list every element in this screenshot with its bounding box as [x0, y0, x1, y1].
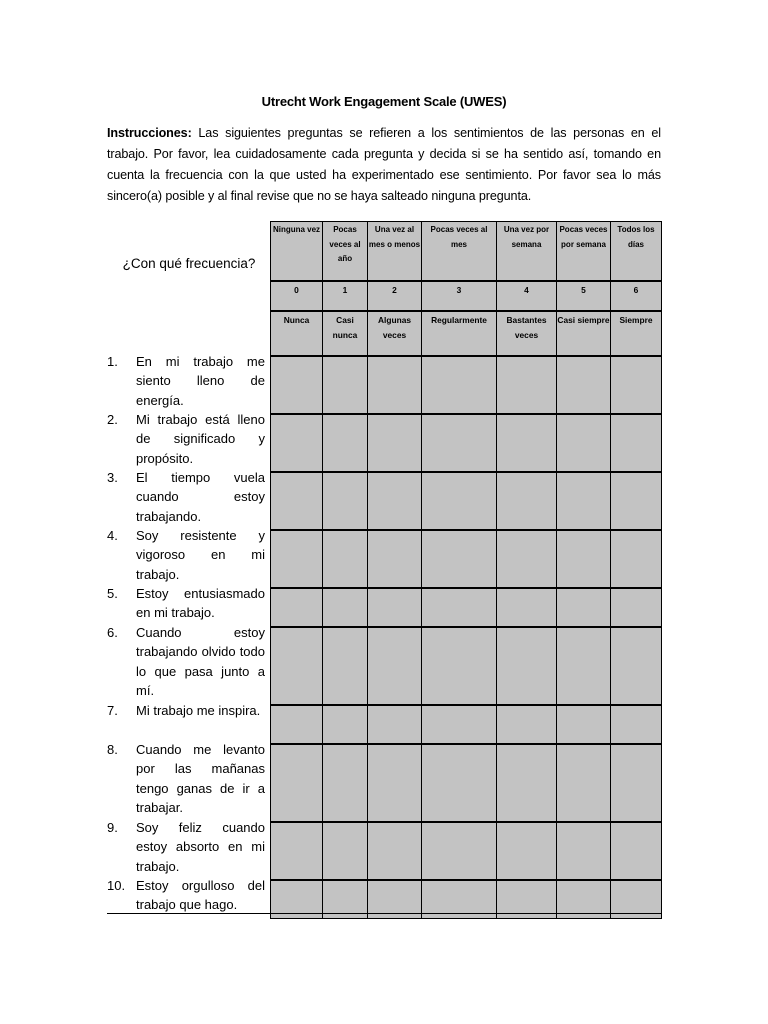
question-number: 8. [107, 742, 118, 757]
answer-row [271, 356, 662, 414]
frequency-header: Pocas veces por semana [557, 222, 611, 282]
question-number: 4. [107, 528, 118, 543]
value-header: 1 [323, 281, 368, 311]
answer-cell[interactable] [368, 472, 422, 530]
answer-cell[interactable] [368, 356, 422, 414]
question-item [107, 409, 271, 467]
answer-row [271, 472, 662, 530]
answer-cell[interactable] [368, 705, 422, 744]
answer-cell[interactable] [323, 472, 368, 530]
instructions-label: Instrucciones: [107, 126, 192, 140]
question-number: 3. [107, 470, 118, 485]
frequency-header: Ninguna vez [271, 222, 323, 282]
answer-cell[interactable] [271, 822, 323, 880]
answer-cell[interactable] [422, 588, 497, 627]
answer-cell[interactable] [611, 472, 662, 530]
answer-cell[interactable] [497, 627, 557, 705]
frequency-header: Pocas veces al mes [422, 222, 497, 282]
answer-cell[interactable] [557, 414, 611, 472]
question-text: Mi trabajo está lleno de significado y propósito. [136, 412, 265, 466]
answer-cell[interactable] [497, 530, 557, 588]
question-number: 5. [107, 586, 118, 601]
question-item [107, 875, 271, 914]
frequency-header: Pocas veces al año [323, 222, 368, 282]
question-item [107, 817, 271, 875]
answer-cell[interactable] [557, 530, 611, 588]
label-header: Bastantes veces [497, 311, 557, 356]
answer-cell[interactable] [611, 744, 662, 822]
answer-cell[interactable] [422, 472, 497, 530]
question-number: 2. [107, 412, 118, 427]
question-number: 7. [107, 703, 118, 718]
answer-cell[interactable] [368, 627, 422, 705]
question-item [107, 739, 271, 817]
question-text: Soy resistente y vigoroso en mi trabajo. [136, 528, 265, 582]
response-grid [270, 221, 662, 919]
answer-cell[interactable] [497, 356, 557, 414]
answer-row [271, 414, 662, 472]
answer-cell[interactable] [497, 414, 557, 472]
question-text: Mi trabajo me inspira. [136, 703, 261, 718]
answer-cell[interactable] [323, 744, 368, 822]
answer-cell[interactable] [611, 588, 662, 627]
answer-row [271, 705, 662, 744]
question-number: 6. [107, 625, 118, 640]
instructions [107, 123, 661, 207]
answer-cell[interactable] [422, 822, 497, 880]
value-header: 2 [368, 281, 422, 311]
answer-cell[interactable] [422, 705, 497, 744]
answer-cell[interactable] [557, 472, 611, 530]
answer-cell[interactable] [368, 744, 422, 822]
answer-cell[interactable] [611, 414, 662, 472]
question-number: 10. [107, 878, 126, 893]
label-header: Casi nunca [323, 311, 368, 356]
answer-cell[interactable] [557, 627, 611, 705]
answer-row [271, 588, 662, 627]
label-header: Regularmente [422, 311, 497, 356]
label-header: Siempre [611, 311, 662, 356]
answer-row [271, 627, 662, 705]
question-text: Estoy orgulloso del trabajo que hago. [136, 878, 265, 913]
answer-rows [271, 356, 662, 919]
answer-cell[interactable] [611, 356, 662, 414]
label-header: Nunca [271, 311, 323, 356]
label-header: Algunas veces [368, 311, 422, 356]
answer-cell[interactable] [611, 705, 662, 744]
value-header-row [271, 281, 662, 311]
value-header: 3 [422, 281, 497, 311]
question-item [107, 583, 271, 622]
answer-cell[interactable] [557, 822, 611, 880]
frequency-header-row [271, 222, 662, 282]
question-item [107, 622, 271, 700]
question-item [107, 700, 271, 739]
bottom-rule [107, 913, 662, 914]
answer-cell[interactable] [557, 356, 611, 414]
answer-row [271, 744, 662, 822]
answer-cell[interactable] [422, 530, 497, 588]
question-item [107, 351, 271, 409]
answer-cell[interactable] [368, 414, 422, 472]
answer-cell[interactable] [271, 588, 323, 627]
question-text: El tiempo vuela cuando estoy trabajando. [136, 470, 265, 524]
answer-cell[interactable] [323, 414, 368, 472]
question-number: 9. [107, 820, 118, 835]
answer-cell[interactable] [611, 627, 662, 705]
answer-cell[interactable] [497, 472, 557, 530]
answer-row [271, 822, 662, 880]
label-header-row [271, 311, 662, 356]
answer-cell[interactable] [557, 588, 611, 627]
answer-cell[interactable] [271, 744, 323, 822]
answer-cell[interactable] [557, 744, 611, 822]
instructions-text: Las siguientes preguntas se refieren a los sentimientos de las personas en el trabajo. Por favor, lea cuidadosamente cada pregunta y decida si se ha sentido así, tomando en cuenta la frecuencia con la que usted ha experimentado ese sentimiento. Por favor sea lo más sincero(a) posible y al final revise que no se haya salteado ninguna pregunta. [107, 126, 661, 203]
answer-cell[interactable] [497, 705, 557, 744]
question-item [107, 525, 271, 583]
answer-cell[interactable] [497, 822, 557, 880]
answer-cell[interactable] [323, 627, 368, 705]
answer-cell[interactable] [271, 705, 323, 744]
question-text: Estoy entusiasmado en mi trabajo. [136, 586, 265, 621]
answer-cell[interactable] [368, 530, 422, 588]
answer-cell[interactable] [323, 588, 368, 627]
answer-cell[interactable] [271, 530, 323, 588]
label-header: Casi siempre [557, 311, 611, 356]
value-header: 0 [271, 281, 323, 311]
answer-cell[interactable] [323, 530, 368, 588]
answer-cell[interactable] [422, 627, 497, 705]
question-item [107, 467, 271, 525]
question-text: En mi trabajo me siento lleno de energía. [136, 354, 265, 408]
question-text: Cuando estoy trabajando olvido todo lo que pasa junto a mí. [136, 625, 265, 699]
answer-cell[interactable] [368, 822, 422, 880]
question-number: 1. [107, 354, 118, 369]
answer-cell[interactable] [611, 822, 662, 880]
value-header: 6 [611, 281, 662, 311]
frequency-header: Una vez al mes o menos [368, 222, 422, 282]
value-header: 4 [497, 281, 557, 311]
page-title: Utrecht Work Engagement Scale (UWES) [261, 94, 507, 109]
frequency-header: Una vez por semana [497, 222, 557, 282]
answer-cell[interactable] [422, 744, 497, 822]
value-header: 5 [557, 281, 611, 311]
answer-cell[interactable] [422, 414, 497, 472]
answer-cell[interactable] [422, 356, 497, 414]
answer-cell[interactable] [323, 705, 368, 744]
answer-cell[interactable] [271, 414, 323, 472]
answer-cell[interactable] [497, 588, 557, 627]
answer-cell[interactable] [271, 627, 323, 705]
item-list [107, 351, 271, 914]
answer-cell[interactable] [323, 822, 368, 880]
question-text: Cuando me levanto por las mañanas tengo ganas de ir a trabajar. [136, 742, 265, 816]
answer-row [271, 530, 662, 588]
answer-cell[interactable] [271, 356, 323, 414]
answer-cell[interactable] [323, 356, 368, 414]
answer-cell[interactable] [368, 588, 422, 627]
answer-cell[interactable] [271, 472, 323, 530]
answer-cell[interactable] [611, 530, 662, 588]
answer-cell[interactable] [497, 744, 557, 822]
answer-cell[interactable] [557, 705, 611, 744]
question-text: Soy feliz cuando estoy absorto en mi trabajo. [136, 820, 265, 874]
frequency-header: Todos los días [611, 222, 662, 282]
question-heading: ¿Con qué frecuencia? [122, 256, 256, 271]
